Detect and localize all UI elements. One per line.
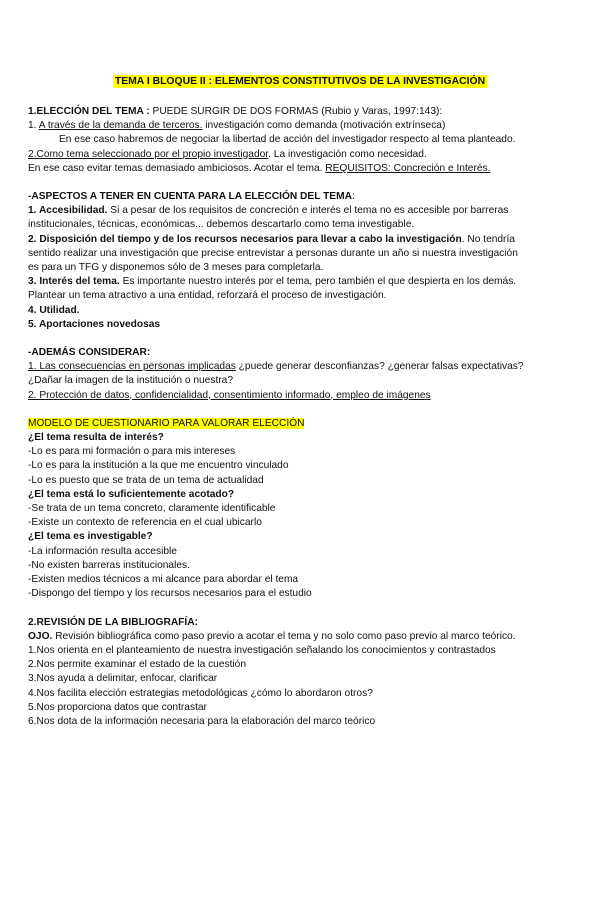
- aspecto-1: 1. Accesibilidad. Si a pesar de los requisitos de concreción e interés el tema no es accesible por barreras: [28, 205, 509, 217]
- aspecto-2-cont-2: es para un TFG y disponemos sólo de 3 meses para completarla.: [28, 262, 324, 274]
- question-3-item: -No existen barreras institucionales.: [28, 559, 190, 571]
- bibliografia-item: 6.Nos dota de la información necesaria para la elaboración del marco teórico: [28, 715, 376, 727]
- question-2-item: -Se trata de un tema concreto, claramente identificable: [28, 503, 276, 515]
- aspecto-4: 4. Utilidad.: [28, 304, 80, 316]
- question-3-item: -Dispongo del tiempo y los recursos necesarios para el estudio: [28, 588, 312, 600]
- modelo-heading-line: [28, 417, 572, 431]
- aspecto-5: 5. Aportaciones novedosas: [28, 318, 161, 330]
- aspecto-3: 3. Interés del tema. Es importante nuestro interés por el tema, pero también el que despierta en los demás.: [28, 276, 517, 288]
- aspectos-heading: -ASPECTOS A TENER EN CUENTA PARA LA ELECCIÓN DEL TEMA:: [28, 191, 355, 203]
- question-1-item: -Lo es para mi formación o para mis intereses: [28, 446, 236, 458]
- aspecto-2-cont-1: sentido realizar una investigación que precise entrevistar a personas durante un año si nuestra investigación: [28, 247, 518, 259]
- section-1-option-1-note: En ese caso habremos de negociar la libertad de acción del investigador respecto al tema planteado.: [59, 134, 516, 146]
- question-1-item: -Lo es puesto que se trata de un tema de actualidad: [28, 474, 264, 486]
- section-1-option-2-note: En ese caso evitar temas demasiado ambiciosos. Acotar el tema. REQUISITOS: Concreción e Interés.: [28, 162, 491, 174]
- section-2-heading: 2.REVISIÓN DE LA BIBLIOGRAFÍA:: [28, 616, 198, 628]
- bibliografia-item: 4.Nos facilita elección estrategias metodológicas ¿cómo lo abordaron otros?: [28, 687, 373, 699]
- ademas-item-2: 2. Protección de datos, confidencialidad, consentimiento informado, empleo de imágenes: [28, 389, 431, 401]
- question-3-item: -Existen medios técnicos a mi alcance para abordar el tema: [28, 574, 299, 586]
- ademas-heading: -ADEMÁS CONSIDERAR:: [28, 347, 151, 359]
- question-3: ¿El tema es investigable?: [28, 531, 153, 543]
- question-2: ¿El tema está lo suficientemente acotado?: [28, 488, 235, 500]
- question-1-item: -Lo es para la institución a la que me encuentro vinculado: [28, 460, 289, 472]
- question-3-item: -La información resulta accesible: [28, 545, 177, 557]
- ademas-item-1-cont: ¿Dañar la imagen de la institución o nuestra?: [28, 375, 233, 387]
- aspecto-1-cont: institucionales, técnicas, económicas... debemos descartarlo como tema investigable.: [28, 219, 415, 231]
- bibliografia-item: 2.Nos permite examinar el estado de la cuestión: [28, 659, 247, 671]
- question-1: ¿El tema resulta de interés?: [28, 432, 164, 444]
- document-title: TEMA I BLOQUE II : ELEMENTOS CONSTITUTIVOS DE LA INVESTIGACIÓN: [114, 76, 486, 87]
- section-1-heading: 1.ELECCIÓN DEL TEMA :: [28, 106, 150, 117]
- question-2-item: -Existe un contexto de referencia en el cual ubicarlo: [28, 517, 262, 529]
- ojo-note: OJO. Revisión bibliográfica como paso previo a acotar el tema y no solo como paso previo al marco teórico.: [28, 630, 516, 642]
- requisitos-text: REQUISITOS: Concreción e Interés.: [325, 162, 491, 174]
- ademas-item-1: 1. Las consecuencias en personas implicadas ¿puede generar desconfianzas? ¿generar falsas expectativas?: [28, 361, 524, 373]
- bibliografia-item: 3.Nos ayuda a delimitar, enfocar, clarificar: [28, 673, 218, 685]
- modelo-heading: MODELO DE CUESTIONARIO PARA VALORAR ELECCIÓN: [28, 417, 305, 429]
- bibliografia-item: 1.Nos orienta en el planteamiento de nuestra investigación señalando los conocimientos y contrastados: [28, 644, 496, 656]
- section-1-heading-line: 1.ELECCIÓN DEL TEMA : PUEDE SURGIR DE DOS FORMAS (Rubio y Varas, 1997:143):: [28, 106, 443, 117]
- bibliografia-item: 5.Nos proporciona datos que contrastar: [28, 701, 207, 713]
- aspecto-3-cont: Plantear un tema atractivo a una entidad, reforzará el proceso de investigación.: [28, 290, 387, 302]
- section-1-option-1: 1. A través de la demanda de terceros. investigación como demanda (motivación extrínseca): [28, 120, 446, 132]
- document-page: [0, 71, 600, 919]
- aspecto-2: 2. Disposición del tiempo y de los recursos necesarios para llevar a cabo la investigación. No tendría: [28, 233, 515, 245]
- section-1-option-2: 2.Como tema seleccionado por el propio investigador. La investigación como necesidad.: [28, 148, 427, 160]
